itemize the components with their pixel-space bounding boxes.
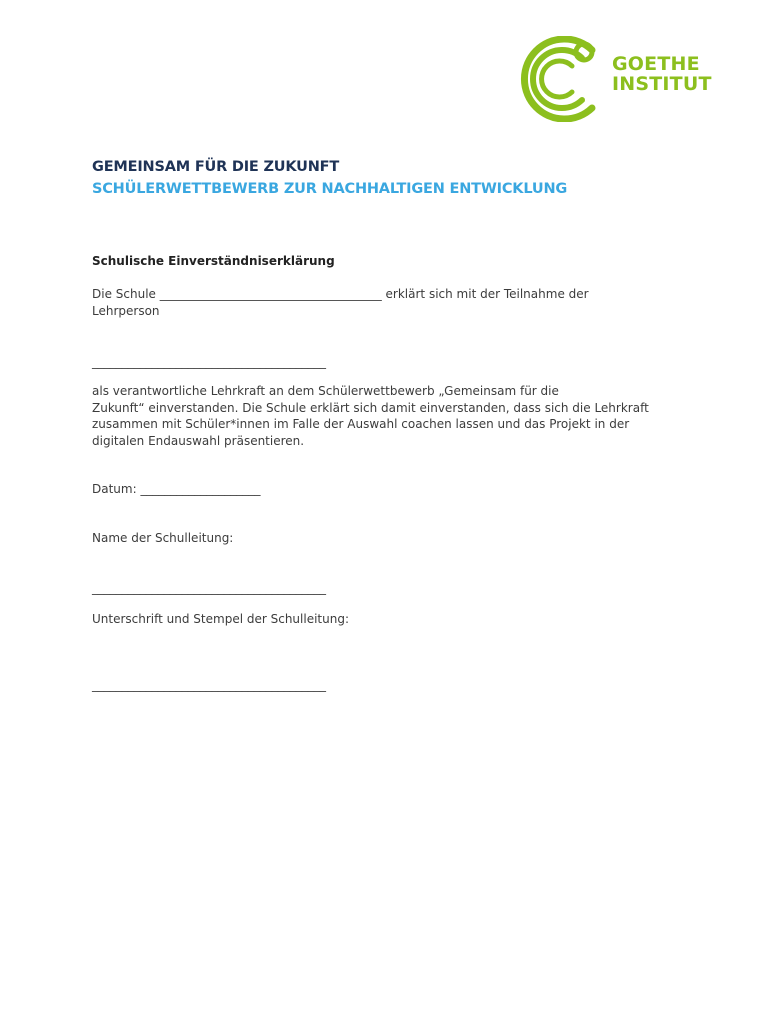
logo-line-1: GOETHE xyxy=(612,53,700,75)
schule-line-1: Die Schule _____________________________________ erklärt sich mit der Teilnahme der xyxy=(92,287,589,301)
lehrperson-blank-line: _______________________________________ xyxy=(92,355,326,369)
einverstanden-line: digitalen Endauswahl präsentieren. xyxy=(92,433,305,448)
einverstanden-paragraph xyxy=(92,383,649,449)
document-heading xyxy=(92,156,567,200)
einverstanden-line: zusammen mit Schüler*innen im Falle der Auswahl coachen lassen und das Projekt in der xyxy=(92,417,630,431)
name-schulleitung-label: Name der Schulleitung: xyxy=(92,531,234,545)
document-subtitle: SCHÜLERWETTBEWERB ZUR NACHHALTIGEN ENTWICKLUNG xyxy=(92,181,568,197)
unterschrift-label: Unterschrift und Stempel der Schulleitung: xyxy=(92,612,349,626)
einverstanden-line: als verantwortliche Lehrkraft an dem Schülerwettbewerb „Gemeinsam für die xyxy=(92,384,559,398)
logo-line-2: INSTITUT xyxy=(612,73,712,95)
section-title: Schulische Einverständniserklärung xyxy=(92,254,335,268)
einverstanden-line: Zukunft“ einverstanden. Die Schule erklärt sich damit einverstanden, dass sich die Lehrkraft xyxy=(92,400,649,415)
unterschrift-blank-line: _______________________________________ xyxy=(92,678,326,692)
datum-field: Datum: ____________________ xyxy=(92,482,261,496)
schule-line-2: Lehrperson xyxy=(92,303,160,318)
goethe-logo-rings-icon xyxy=(514,36,604,122)
document-title: GEMEINSAM FÜR DIE ZUKUNFT xyxy=(92,159,340,175)
logo-wordmark xyxy=(612,54,712,94)
name-schulleitung-blank-line: _______________________________________ xyxy=(92,581,326,595)
goethe-institut-logo xyxy=(514,36,714,122)
schule-statement xyxy=(92,286,589,319)
